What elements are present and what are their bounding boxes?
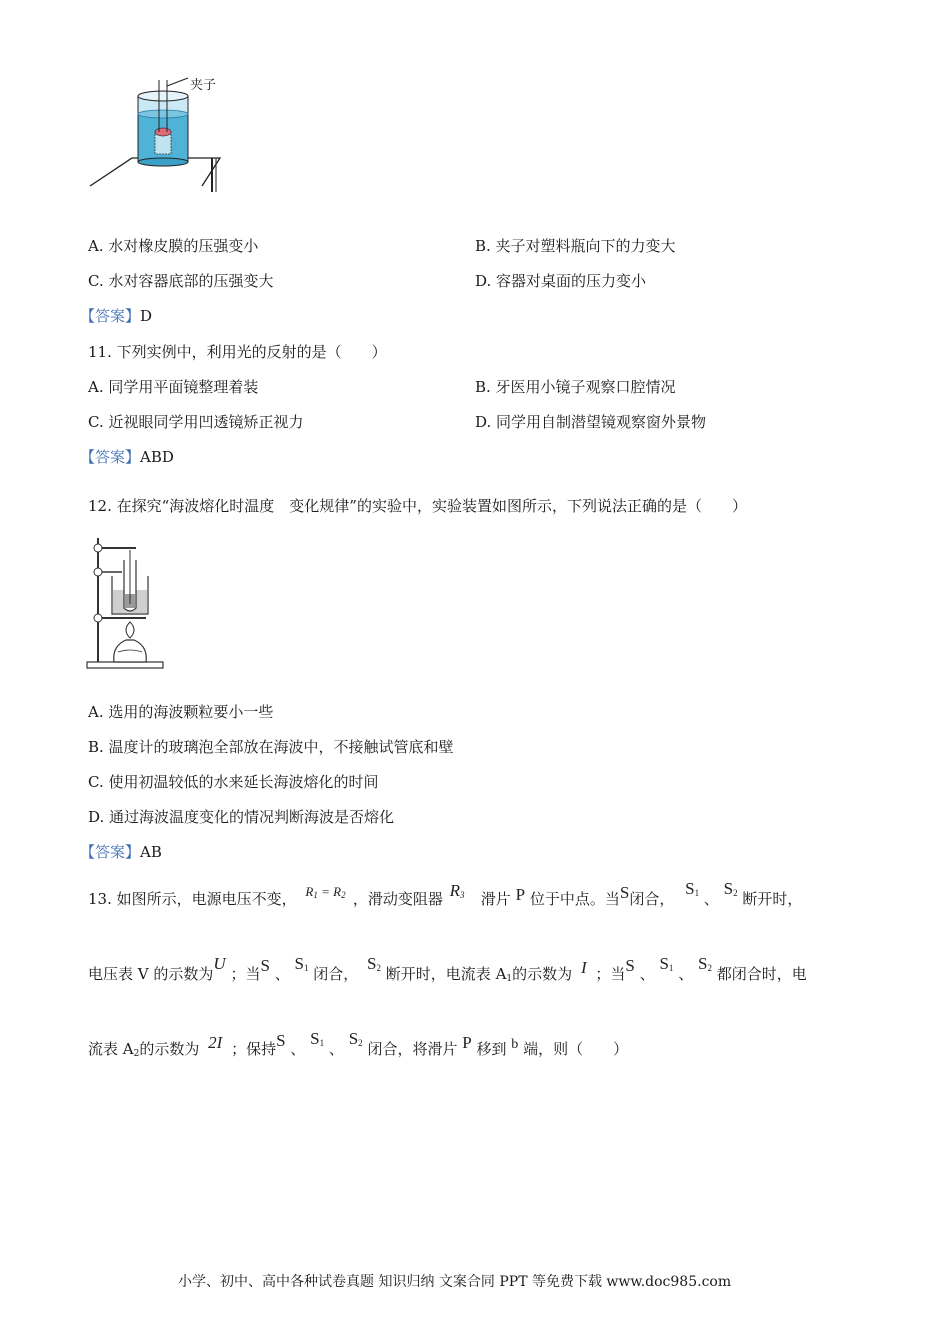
q11-answer	[80, 446, 174, 467]
answer-tag: 【答案】	[80, 307, 141, 325]
q11-option-d: D. 同学用自制潜望镜观察窗外景物	[475, 413, 707, 431]
q13-line-3: 流表 $A_2$的示数为 2I ；保持S 、 $S_1$ 、 $S_2$ 闭合，将滑片 P 移到 b 端，则（ ）	[88, 1029, 629, 1059]
q10-option-c: C. 水对容器底部的压强变大	[88, 272, 274, 290]
q12-stem: 12. 在探究“海波熔化时温度 变化规律”的实验中，实验装置如图所示，下列说法正确的是（ ）	[88, 497, 747, 515]
melting-apparatus-figure	[86, 534, 166, 674]
r1-eq-r2: $R_1 = R_2$	[305, 884, 346, 900]
answer-tag: 【答案】	[80, 843, 141, 861]
q12-option-a: A. 选用的海波颗粒要小一些	[88, 703, 274, 721]
r3-symbol: $R_3$	[449, 881, 465, 900]
answer-tag: 【答案】	[80, 448, 141, 466]
q10-option-b: B. 夹子对塑料瓶向下的力变大	[475, 237, 676, 255]
q10-answer	[80, 305, 152, 326]
q12-option-c: C. 使用初温较低的水来延长海波熔化的时间	[88, 773, 379, 791]
q11-stem: 11. 下列实例中，利用光的反射的是（ ）	[88, 343, 387, 361]
clip-label: 夹子	[190, 78, 217, 93]
q12-option-b: B. 温度计的玻璃泡全部放在海波中，不接触试管底和壁	[88, 738, 454, 756]
q11-option-c: C. 近视眼同学用凹透镜矫正视力	[88, 413, 304, 431]
q11-option-b: B. 牙医用小镜子观察口腔情况	[475, 378, 676, 396]
q13-line-2: 电压表 V 的示数为U ；当S 、 $S_1$ 闭合， $S_2$ 断开时，电流表 $A_1$的示数为 I ；当S 、 $S_1$ 、 $S_2$ 都闭合时，电	[88, 954, 807, 984]
q10-option-d: D. 容器对桌面的压力变小	[475, 272, 647, 290]
q12-answer	[80, 841, 162, 862]
q13-line-1: 13. 如图所示，电源电压不变， $R_1 = R_2$ ，滑动变阻器 $R_3$ 滑片 P 位于中点。当S闭合， $S_1$ 、 $S_2$ 断开时，	[88, 879, 803, 908]
q10-option-a: A. 水对橡皮膜的压强变小	[88, 237, 259, 255]
page-footer: 小学、初中、高中各种试卷真题 知识归纳 文案合同 PPT 等免费下载 www.doc985.com	[178, 1274, 732, 1290]
answer-value: ABD	[140, 448, 174, 466]
answer-value: AB	[140, 843, 162, 861]
q12-option-d: D. 通过海波温度变化的情况判断海波是否熔化	[88, 808, 395, 826]
answer-value: D	[140, 307, 153, 325]
q11-option-a: A. 同学用平面镜整理着装	[88, 378, 259, 396]
